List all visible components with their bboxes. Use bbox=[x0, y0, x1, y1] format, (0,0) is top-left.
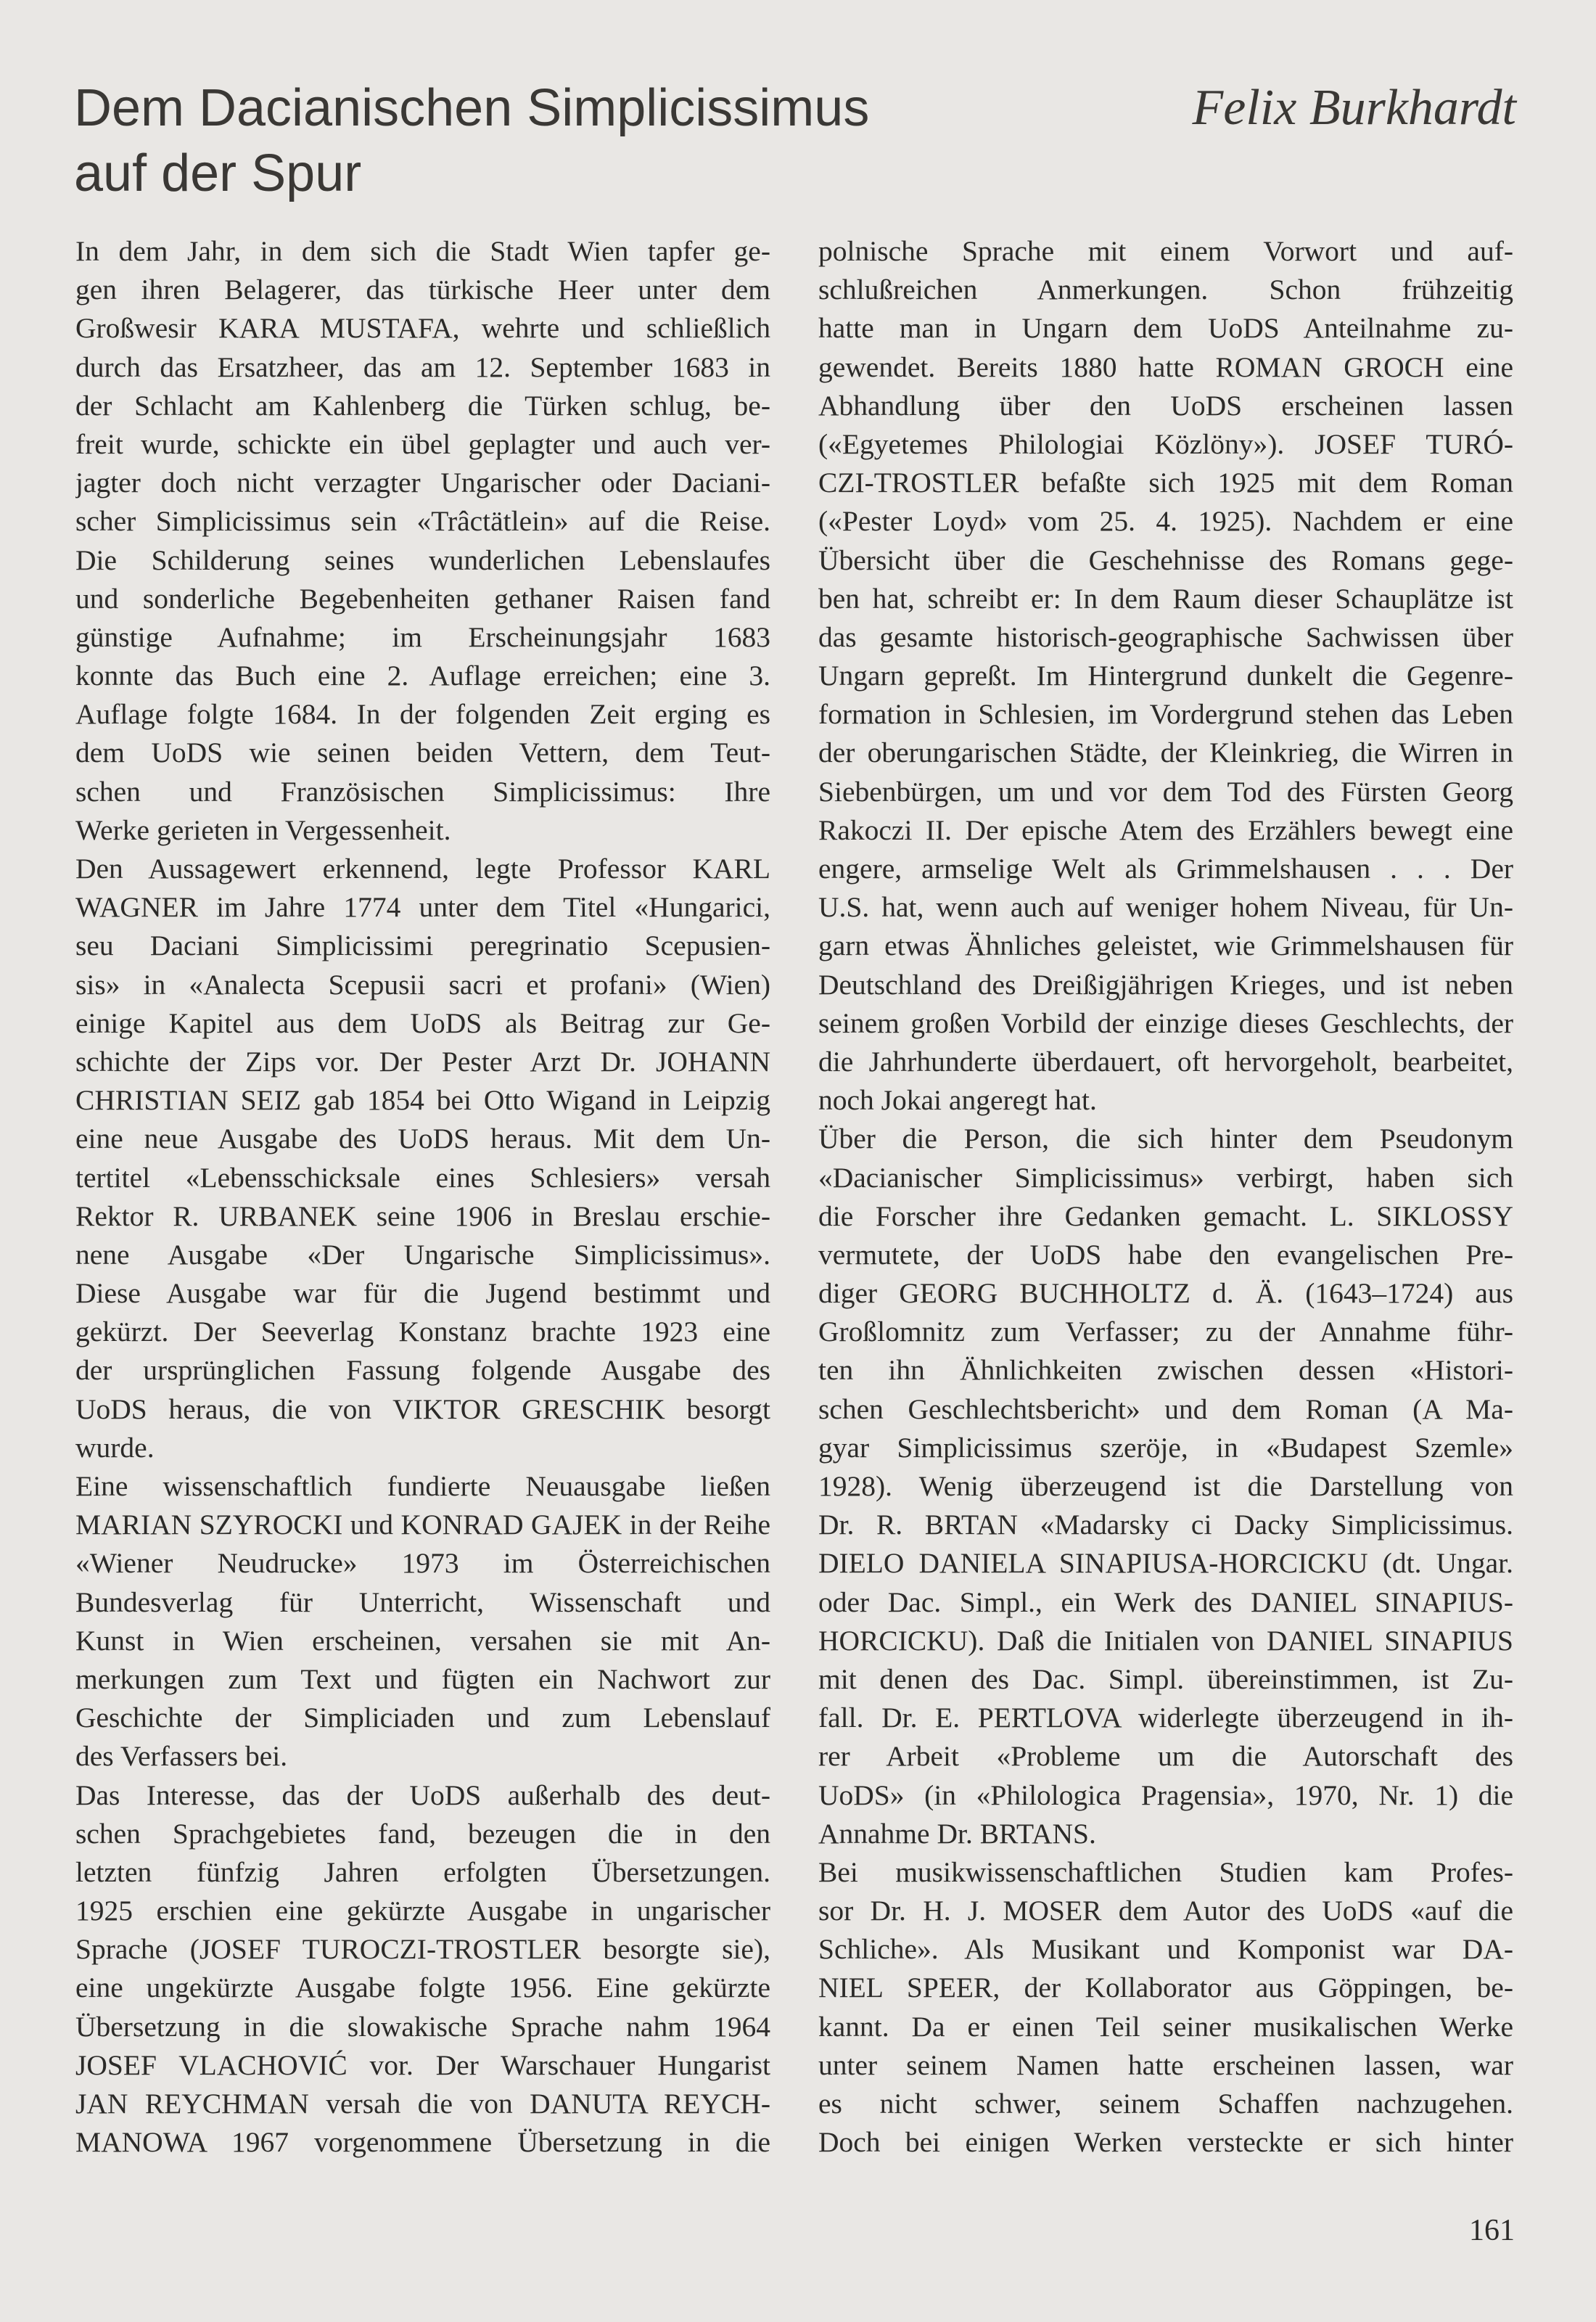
text-line: Abhandlung über den UoDS erscheinen lassen bbox=[818, 389, 1513, 422]
page-number: 161 bbox=[1469, 2214, 1515, 2247]
text-line: letzten fünfzig Jahren erfolgten Übersetzungen. bbox=[75, 1855, 770, 1888]
text-line: Den Aussagewert erkennend, legte Professor KARL bbox=[75, 853, 770, 885]
text-line: merkungen zum Text und fügten ein Nachwort zur bbox=[75, 1662, 770, 1695]
text-line: eine neue Ausgabe des UoDS heraus. Mit dem Un- bbox=[75, 1123, 770, 1155]
text-line: gekürzt. Der Seeverlag Konstanz brachte 1923 eine bbox=[75, 1316, 770, 1348]
text-line: sor Dr. H. J. MOSER dem Autor des UoDS «auf die bbox=[818, 1895, 1513, 1927]
text-line: mit denen des Dac. Simpl. übereinstimmen, ist Zu- bbox=[818, 1662, 1513, 1695]
text-line: ten ihn Ähnlichkeiten zwischen dessen «Histori- bbox=[818, 1354, 1513, 1387]
text-line: UoDS» (in «Philologica Pragensia», 1970, Nr. 1) die bbox=[818, 1779, 1513, 1811]
text-line: vermutete, der UoDS habe den evangelischen Pre- bbox=[818, 1238, 1513, 1271]
text-line: schen Geschlechtsbericht» und dem Roman (A Ma- bbox=[818, 1392, 1513, 1425]
text-line: Die Schilderung seines wunderlichen Lebenslaufes bbox=[75, 543, 770, 576]
text-line: 1925 erschien eine gekürzte Ausgabe in ungarischer bbox=[75, 1895, 770, 1927]
text-line: Annahme Dr. BRTANS. bbox=[818, 1817, 1096, 1850]
text-line: Werke gerieten in Vergessenheit. bbox=[75, 813, 451, 846]
text-line: dem UoDS wie seinen beiden Vettern, dem Teut- bbox=[75, 737, 770, 769]
text-line: Dr. R. BRTAN «Madarsky ci Dacky Simplicissimus. bbox=[818, 1509, 1513, 1541]
text-line: Sprache (JOSEF TUROCZI-TROSTLER besorgte sie), bbox=[75, 1933, 770, 1966]
text-line: ben hat, schreibt er: In dem Raum dieser Schauplätze ist bbox=[818, 582, 1513, 615]
text-line: Großwesir KARA MUSTAFA, wehrte und schließlich bbox=[75, 312, 770, 345]
text-line: «Dacianischer Simplicissimus» verbirgt, haben sich bbox=[818, 1161, 1513, 1194]
text-line: formation in Schlesien, im Vordergrund stehen das Leben bbox=[818, 698, 1513, 731]
text-line: unter seinem Namen hatte erscheinen lassen, war bbox=[818, 2048, 1513, 2081]
text-line: oder Dac. Simpl., ein Werk des DANIEL SINAPIUS- bbox=[818, 1585, 1513, 1618]
text-line: die Forscher ihre Gedanken gemacht. L. SIKLOSSY bbox=[818, 1199, 1513, 1232]
right-text-column bbox=[818, 232, 1513, 2162]
author-name: Felix Burkhardt bbox=[1192, 80, 1516, 136]
title-line-2: auf der Spur bbox=[74, 144, 362, 202]
text-line: rer Arbeit «Probleme um die Autorschaft des bbox=[818, 1740, 1513, 1773]
text-line: UoDS heraus, die von VIKTOR GRESCHIK besorgt bbox=[75, 1392, 770, 1425]
text-line: Bei musikwissenschaftlichen Studien kam Profes- bbox=[818, 1855, 1513, 1888]
text-line: Übersicht über die Geschehnisse des Romans gege- bbox=[818, 543, 1513, 576]
text-line: gyar Simplicissimus szeröje, in «Budapest Szemle» bbox=[818, 1431, 1513, 1464]
text-line: Eine wissenschaftlich fundierte Neuausgabe ließen bbox=[75, 1470, 770, 1502]
text-line: CZI-TROSTLER befaßte sich 1925 mit dem Roman bbox=[818, 467, 1513, 499]
text-line: schen Sprachgebietes fand, bezeugen die in den bbox=[75, 1817, 770, 1850]
text-line: noch Jokai angeregt hat. bbox=[818, 1084, 1097, 1117]
text-line: scher Simplicissimus sein «Trâctätlein» auf die Reise. bbox=[75, 505, 770, 538]
text-line: das gesamte historisch-geographische Sachwissen über bbox=[818, 620, 1513, 653]
text-line: Übersetzung in die slowakische Sprache nahm 1964 bbox=[75, 2010, 770, 2043]
text-line: Ungarn gepreßt. Im Hintergrund dunkelt die Gegenre- bbox=[818, 660, 1513, 692]
text-line: es nicht schwer, seinem Schaffen nachzugehen. bbox=[818, 2088, 1513, 2120]
text-line: engere, armselige Welt als Grimmelshausen . . . Der bbox=[818, 853, 1513, 885]
text-line: U.S. hat, wenn auch auf weniger hohem Niveau, für Un- bbox=[818, 891, 1513, 924]
text-line: des Verfassers bei. bbox=[75, 1740, 288, 1773]
text-line: gen ihren Belagerer, das türkische Heer unter dem bbox=[75, 274, 770, 306]
text-line: Das Interesse, das der UoDS außerhalb des deut- bbox=[75, 1779, 770, 1811]
text-line: Rektor R. URBANEK seine 1906 in Breslau erschie- bbox=[75, 1199, 770, 1232]
title-line-1: Dem Dacianischen Simplicissimus bbox=[74, 79, 870, 137]
text-line: Deutschland des Dreißigjährigen Krieges, und ist neben bbox=[818, 968, 1513, 1001]
text-line: fall. Dr. E. PERTLOVA widerlegte überzeugend in ih- bbox=[818, 1702, 1513, 1734]
text-line: Doch bei einigen Werken versteckte er sich hinter bbox=[818, 2126, 1513, 2159]
text-line: Geschichte der Simpliciaden und zum Lebenslauf bbox=[75, 1702, 770, 1734]
text-line: Diese Ausgabe war für die Jugend bestimmt und bbox=[75, 1277, 770, 1310]
text-line: CHRISTIAN SEIZ gab 1854 bei Otto Wigand in Leipzig bbox=[75, 1084, 770, 1117]
text-line: Siebenbürgen, um und vor dem Tod des Fürsten Georg bbox=[818, 775, 1513, 808]
text-line: JAN REYCHMAN versah die von DANUTA REYCH- bbox=[75, 2088, 770, 2120]
text-line: In dem Jahr, in dem sich die Stadt Wien tapfer ge- bbox=[75, 235, 770, 267]
text-line: und sonderliche Begebenheiten gethaner Raisen fand bbox=[75, 582, 770, 615]
text-line: freit wurde, schickte ein übel geplagter und auch ver- bbox=[75, 427, 770, 460]
text-line: NIEL SPEER, der Kollaborator aus Göppingen, be- bbox=[818, 1972, 1513, 2004]
text-line: der ursprünglichen Fassung folgende Ausgabe des bbox=[75, 1354, 770, 1387]
text-line: DIELO DANIELA SINAPIUSA-HORCICKU (dt. Ungar. bbox=[818, 1547, 1513, 1580]
text-line: einige Kapitel aus dem UoDS als Beitrag zur Ge- bbox=[75, 1006, 770, 1039]
text-line: hatte man in Ungarn dem UoDS Anteilnahme zu- bbox=[818, 312, 1513, 345]
text-line: seu Daciani Simplicissimi peregrinatio Scepusien- bbox=[75, 930, 770, 962]
text-line: gewendet. Bereits 1880 hatte ROMAN GROCH eine bbox=[818, 350, 1513, 383]
text-line: konnte das Buch eine 2. Auflage erreichen; eine 3. bbox=[75, 660, 770, 692]
text-line: sis» in «Analecta Scepusii sacri et profani» (Wien) bbox=[75, 968, 770, 1001]
text-line: die Jahrhunderte überdauert, oft hervorgeholt, bearbeitet, bbox=[818, 1045, 1513, 1078]
text-line: MARIAN SZYROCKI und KONRAD GAJEK in der Reihe bbox=[75, 1509, 770, 1541]
left-text-column bbox=[75, 232, 770, 2162]
text-line: («Pester Loyd» vom 25. 4. 1925). Nachdem er eine bbox=[818, 505, 1513, 538]
text-line: Auflage folgte 1684. In der folgenden Zeit erging es bbox=[75, 698, 770, 731]
text-line: durch das Ersatzheer, das am 12. September 1683 in bbox=[75, 350, 770, 383]
text-line: schichte der Zips vor. Der Pester Arzt Dr. JOHANN bbox=[75, 1045, 770, 1078]
text-line: Rakoczi II. Der epische Atem des Erzählers bewegt eine bbox=[818, 813, 1513, 846]
text-line: HORCICKU). Daß die Initialen von DANIEL SINAPIUS bbox=[818, 1624, 1513, 1657]
text-line: diger GEORG BUCHHOLTZ d. Ä. (1643–1724) aus bbox=[818, 1277, 1513, 1310]
text-line: jagter doch nicht verzagter Ungarischer oder Daciani- bbox=[75, 467, 770, 499]
text-line: schlußreichen Anmerkungen. Schon frühzeitig bbox=[818, 274, 1513, 306]
text-line: seinem großen Vorbild der einzige dieses Geschlechts, der bbox=[818, 1006, 1513, 1039]
text-line: tertitel «Lebensschicksale eines Schlesiers» versah bbox=[75, 1161, 770, 1194]
text-line: schen und Französischen Simplicissimus: Ihre bbox=[75, 775, 770, 808]
text-line: der oberungarischen Städte, der Kleinkrieg, die Wirren in bbox=[818, 737, 1513, 769]
text-line: WAGNER im Jahre 1774 unter dem Titel «Hungarici, bbox=[75, 891, 770, 924]
text-line: 1928). Wenig überzeugend ist die Darstellung von bbox=[818, 1470, 1513, 1502]
text-line: Bundesverlag für Unterricht, Wissenschaft und bbox=[75, 1585, 770, 1618]
text-line: günstige Aufnahme; im Erscheinungsjahr 1683 bbox=[75, 620, 770, 653]
text-line: Großlomnitz zum Verfasser; zu der Annahme führ- bbox=[818, 1316, 1513, 1348]
text-line: («Egyetemes Philologiai Közlöny»). JOSEF TURÓ- bbox=[818, 427, 1513, 460]
text-line: nene Ausgabe «Der Ungarische Simplicissimus». bbox=[75, 1238, 770, 1271]
text-line: der Schlacht am Kahlenberg die Türken schlug, be- bbox=[75, 389, 770, 422]
text-line: garn etwas Ähnliches geleistet, wie Grimmelshausen für bbox=[818, 930, 1513, 962]
text-line: wurde. bbox=[75, 1431, 155, 1464]
text-line: Schliche». Als Musikant und Komponist war DA- bbox=[818, 1933, 1513, 1966]
text-line: polnische Sprache mit einem Vorwort und auf- bbox=[818, 235, 1513, 267]
text-line: eine ungekürzte Ausgabe folgte 1956. Eine gekürzte bbox=[75, 1972, 770, 2004]
text-line: Über die Person, die sich hinter dem Pseudonym bbox=[818, 1123, 1513, 1155]
article-title bbox=[74, 75, 869, 206]
text-line: MANOWA 1967 vorgenommene Übersetzung in die bbox=[75, 2126, 770, 2159]
text-line: JOSEF VLACHOVIĆ vor. Der Warschauer Hungarist bbox=[75, 2048, 770, 2081]
text-line: Kunst in Wien erscheinen, versahen sie mit An- bbox=[75, 1624, 770, 1657]
text-line: kannt. Da er einen Teil seiner musikalischen Werke bbox=[818, 2010, 1513, 2043]
text-line: «Wiener Neudrucke» 1973 im Österreichischen bbox=[75, 1547, 770, 1580]
